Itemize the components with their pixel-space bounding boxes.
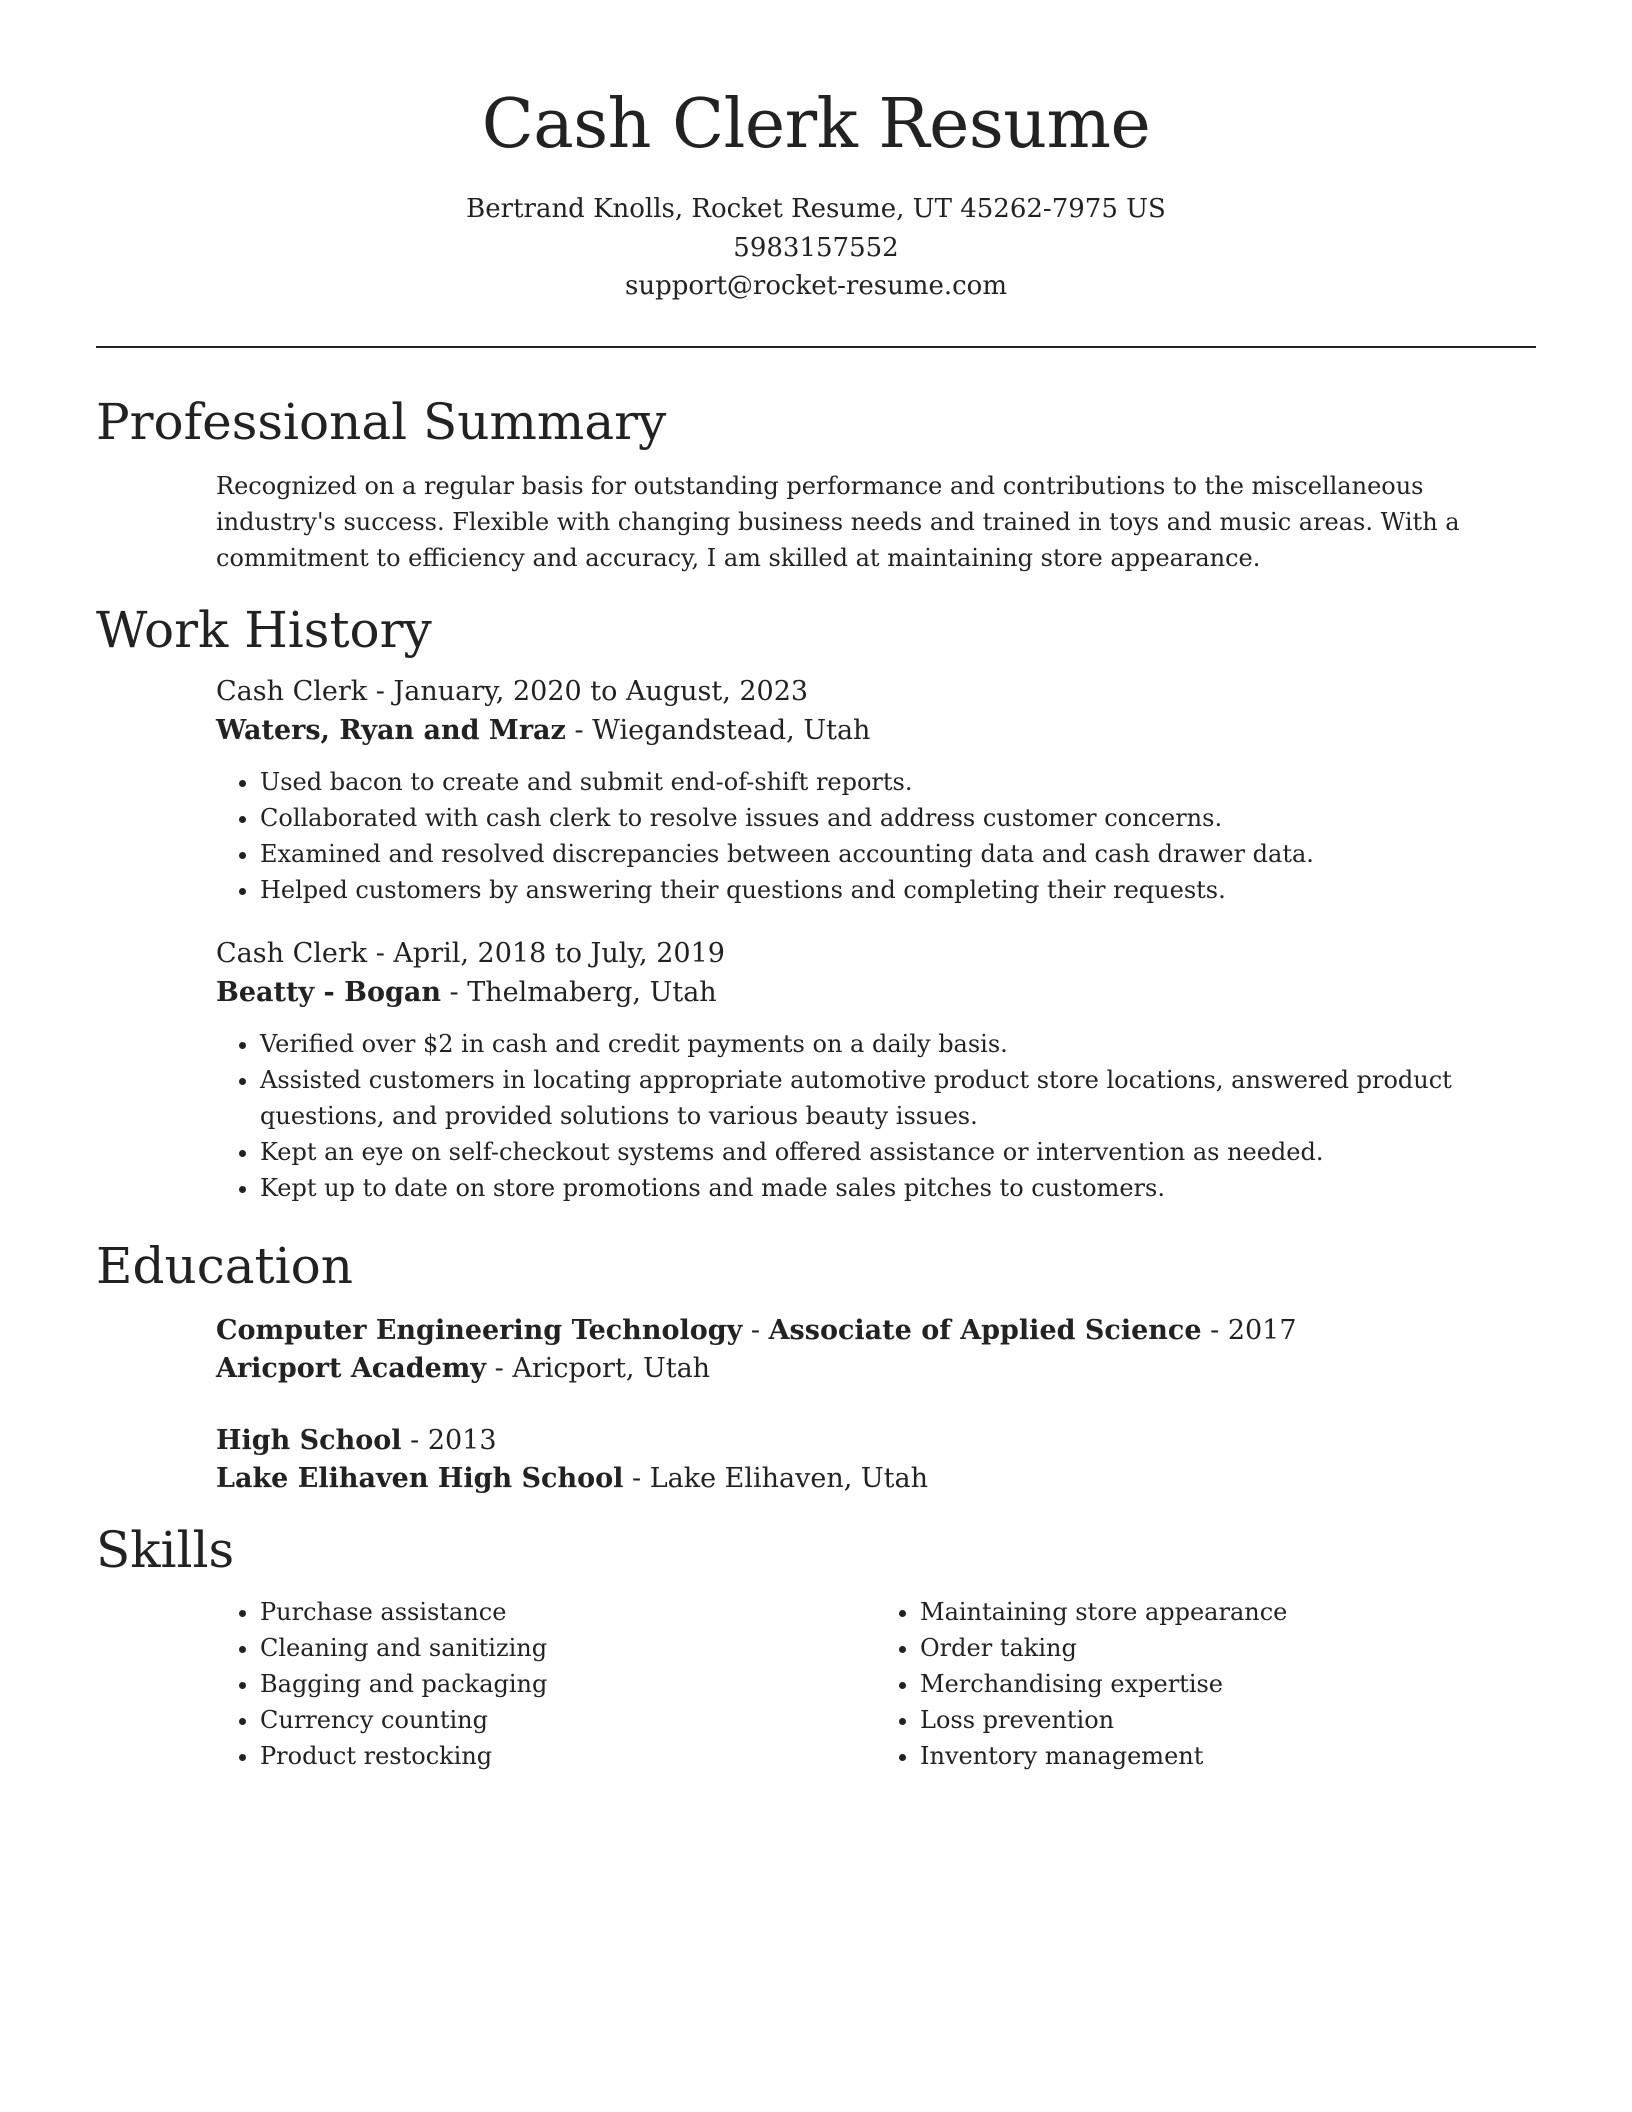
job-bullet: • Kept an eye on self-checkout systems and offered assistance or intervention as needed.	[260, 1134, 1460, 1170]
education-school: Lake Elihaven High School	[216, 1462, 624, 1494]
job-title-line: Cash Clerk - April, 2018 to July, 2019	[216, 937, 725, 969]
education-school-line: Aricport Academy - Aricport, Utah	[216, 1352, 711, 1384]
education-year: 2017	[1227, 1314, 1297, 1346]
header-divider	[96, 346, 1536, 348]
summary-text: Recognized on a regular basis for outstanding performance and contributions to the miscellaneous industry's success. Flexible with changing business needs and trained in toys and music areas. With a commitment to efficiency and accuracy, I am skilled at maintaining store appearance.	[216, 471, 1460, 572]
resume-page	[96, 0, 1536, 1774]
job-dates: April, 2018 to July, 2019	[393, 937, 725, 969]
summary-heading: Professional Summary	[96, 392, 667, 451]
education-degree-line: Computer Engineering Technology - Associate of Applied Science - 2017	[216, 1314, 1297, 1346]
resume-title: Cash Clerk Resume	[481, 85, 1151, 164]
job-company: Waters, Ryan and Mraz	[216, 714, 566, 746]
job-bullets	[216, 1026, 1460, 1206]
skill-item: • Merchandising expertise	[920, 1666, 1536, 1702]
resume-header	[96, 0, 1536, 306]
job-bullets	[216, 764, 1536, 908]
contact-address: Bertrand Knolls, Rocket Resume, UT 45262-7975 US	[466, 194, 1166, 224]
job-title: Cash Clerk	[216, 675, 368, 707]
job-entry	[216, 672, 1536, 908]
education-degree-line: High School - 2013	[216, 1424, 497, 1456]
skills-section	[216, 1594, 1536, 1774]
skill-item: • Purchase assistance	[260, 1594, 876, 1630]
education-entry	[216, 1422, 1536, 1498]
job-entry	[216, 934, 1536, 1206]
skill-item: • Maintaining store appearance	[920, 1594, 1536, 1630]
skill-item: • Currency counting	[260, 1702, 876, 1738]
skill-item: • Order taking	[920, 1630, 1536, 1666]
education-location: Aricport, Utah	[512, 1352, 711, 1384]
job-bullet: • Helped customers by answering their questions and completing their requests.	[260, 872, 1536, 908]
education-location: Lake Elihaven, Utah	[649, 1462, 928, 1494]
work-history-heading: Work History	[96, 600, 432, 659]
contact-email: support@rocket-resume.com	[624, 271, 1007, 301]
job-title: Cash Clerk	[216, 937, 368, 969]
education-field: High School	[216, 1424, 402, 1456]
job-bullet: • Kept up to date on store promotions and made sales pitches to customers.	[260, 1170, 1460, 1206]
skill-item: • Inventory management	[920, 1738, 1536, 1774]
contact-phone: 5983157552	[733, 232, 899, 263]
education-entry	[216, 1312, 1536, 1388]
job-dates: January, 2020 to August, 2023	[393, 675, 809, 707]
education-school: Aricport Academy	[216, 1352, 487, 1384]
education-school-line: Lake Elihaven High School - Lake Elihaven, Utah	[216, 1462, 928, 1494]
skills-list-right	[876, 1594, 1536, 1774]
job-location: Wiegandstead, Utah	[592, 714, 871, 746]
skill-item: • Bagging and packaging	[260, 1666, 876, 1702]
job-company-line: Beatty - Bogan - Thelmaberg, Utah	[216, 976, 717, 1008]
education-field: Computer Engineering Technology	[216, 1314, 743, 1346]
skill-item: • Cleaning and sanitizing	[260, 1630, 876, 1666]
job-bullet: • Verified over $2 in cash and credit payments on a daily basis.	[260, 1026, 1460, 1062]
skill-item: • Product restocking	[260, 1738, 876, 1774]
skills-heading: Skills	[96, 1520, 235, 1579]
education-degree: Associate of Applied Science	[768, 1314, 1202, 1346]
job-title-line: Cash Clerk - January, 2020 to August, 2023	[216, 675, 809, 707]
education-year: 2013	[427, 1424, 497, 1456]
skills-list-left	[216, 1594, 876, 1774]
summary-section	[216, 468, 1536, 576]
skill-item: • Loss prevention	[920, 1702, 1536, 1738]
job-location: Thelmaberg, Utah	[467, 976, 717, 1008]
job-bullet: • Collaborated with cash clerk to resolve issues and address customer concerns.	[260, 800, 1536, 836]
job-bullet: • Used bacon to create and submit end-of-shift reports.	[260, 764, 1536, 800]
contact-block	[96, 190, 1536, 306]
job-company-line: Waters, Ryan and Mraz - Wiegandstead, Utah	[216, 714, 871, 746]
job-bullet: • Assisted customers in locating appropriate automotive product store locations, answered product questions, and provided solutions to various beauty issues.	[260, 1062, 1460, 1134]
work-history-section	[216, 672, 1536, 1206]
education-heading: Education	[96, 1236, 353, 1295]
job-company: Beatty - Bogan	[216, 976, 441, 1008]
job-bullet: • Examined and resolved discrepancies between accounting data and cash drawer data.	[260, 836, 1536, 872]
education-section	[216, 1312, 1536, 1498]
